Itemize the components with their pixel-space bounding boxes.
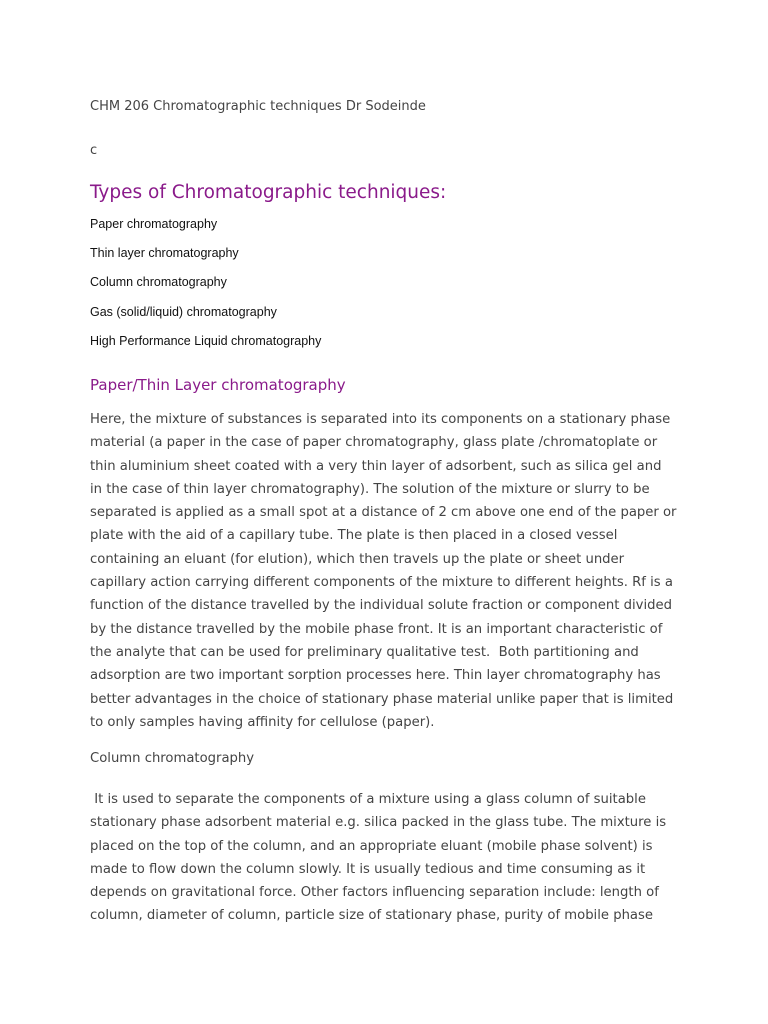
text-line: It is used to separate the components of a mixture using a glass column of suitable [90, 792, 646, 807]
text-line: the analyte that can be used for preliminary qualitative test. Both partitioning and [90, 644, 639, 660]
text-line: plate with the aid of a capillary tube. The plate is then placed in a closed vessel [90, 528, 618, 544]
heading-types-of-techniques: Types of Chromatographic techniques: [90, 182, 447, 203]
text-line: depends on gravitational force. Other factors influencing separation include: length of [90, 885, 659, 901]
list-item: Paper chromatography [90, 217, 218, 231]
text-line: containing an eluant (for elution), which then travels up the plate or sheet under [90, 551, 625, 567]
text-line: to only samples having affinity for cellulose (paper). [90, 714, 435, 730]
text-line: better advantages in the choice of stationary phase material unlike paper that is limited [90, 691, 674, 707]
list-item: Thin layer chromatography [90, 246, 239, 261]
techniques-list [90, 216, 321, 362]
paragraph-column-chromatography [90, 788, 686, 928]
text-line: thin aluminium sheet coated with a very thin layer of adsorbent, such as silica gel and [90, 458, 662, 474]
document-header: CHM 206 Chromatographic techniques Dr Sodeinde [90, 99, 426, 114]
text-line: made to flow down the column slowly. It is usually tedious and time consuming as it [90, 861, 646, 877]
subheading-column-chromatography: Column chromatography [90, 751, 255, 766]
list-item: Column chromatography [90, 275, 227, 290]
text-line: by the distance travelled by the mobile phase front. It is an important characteristic of [90, 621, 663, 637]
text-line: adsorption are two important sorption processes here. Thin layer chromatography has [90, 668, 661, 684]
text-line: in the case of thin layer chromatography). The solution of the mixture or slurry to be [90, 481, 650, 497]
text-line: material (a paper in the case of paper chromatography, glass plate /chromatoplate or [90, 435, 658, 451]
heading-paper-thin-layer: Paper/Thin Layer chromatography [90, 376, 346, 394]
paragraph-paper-thin-layer [90, 408, 686, 734]
text-line: placed on the top of the column, and an appropriate eluant (mobile phase solvent) is [90, 838, 653, 854]
text-line: stationary phase adsorbent material e.g. silica packed in the glass tube. The mixture is [90, 815, 667, 831]
list-item: Gas (solid/liquid) chromatography [90, 304, 277, 319]
text-line: Here, the mixture of substances is separated into its components on a stationary phase [90, 412, 671, 427]
text-line: function of the distance travelled by the individual solute fraction or component divided [90, 598, 672, 614]
text-line: column, diameter of column, particle size of stationary phase, purity of mobile phase [90, 908, 653, 924]
list-item: High Performance Liquid chromatography [90, 333, 322, 348]
text-line: separated is applied as a small spot at a distance of 2 cm above one end of the paper or [90, 505, 677, 521]
text-line: capillary action carrying different components of the mixture to different heights. Rf is a [90, 575, 673, 591]
stray-character: c [90, 143, 98, 158]
